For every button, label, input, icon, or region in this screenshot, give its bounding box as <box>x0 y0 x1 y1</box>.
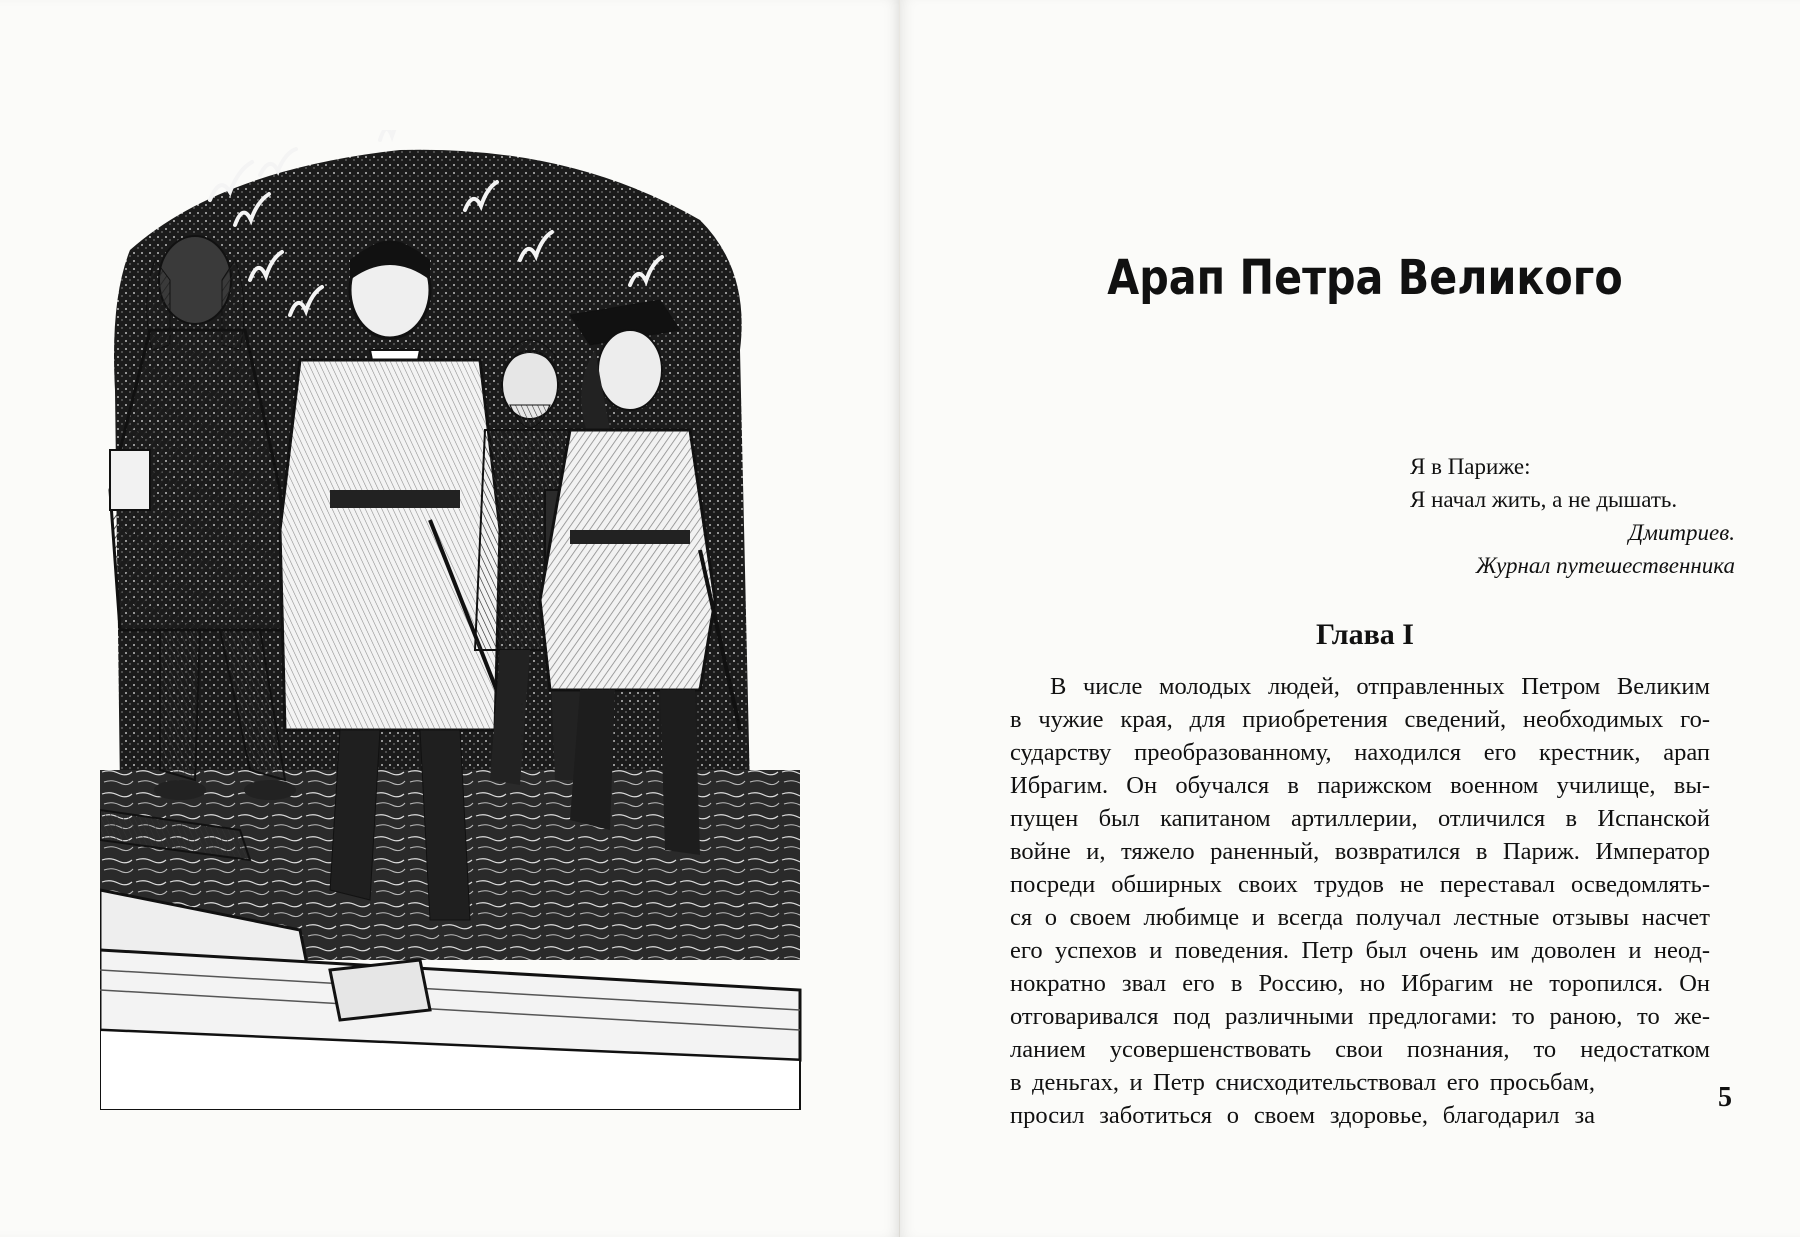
page-number: 5 <box>1718 1082 1732 1113</box>
epigraph-source: Журнал путешественника <box>1475 553 1735 578</box>
chapter-body-text <box>1010 670 1710 1132</box>
chapter-heading: Глава I <box>1316 618 1414 651</box>
epigraph-line: Я начал жить, а не дышать. <box>1410 487 1678 512</box>
text-line: просил заботиться о своем здоровье, благодарил за <box>1010 1102 1595 1129</box>
text-line: в чужие края, для приобретения сведений, необходимых го- <box>1010 706 1710 733</box>
text-line: ланием усовершенствовать свои познания, то недостатком <box>1010 1036 1710 1063</box>
text-line: ся о своем любимце и всегда получал лестные отзывы насчет <box>1010 904 1710 931</box>
text-line: Ибрагим. Он обучался в парижском военном училище, вы- <box>1010 772 1710 799</box>
story-title: Арап Петра Великого <box>1107 250 1623 306</box>
epigraph-line: Я в Париже: <box>1410 454 1531 479</box>
text-line: в деньгах, и Петр снисходительствовал его просьбам, <box>1010 1069 1595 1096</box>
text-line: сударству преобразованному, находился его крестник, арап <box>1010 739 1710 766</box>
text-line: пущен был капитаном артиллерии, отличился в Испанской <box>1010 805 1710 832</box>
epigraph-author: Дмитриев. <box>1628 520 1735 545</box>
text-line: В числе молодых людей, отправленных Петром Великим <box>1050 673 1710 700</box>
text-line: нократно звал его в Россию, но Ибрагим не торопился. Он <box>1010 970 1710 997</box>
text-line: его успехов и поведения. Петр был очень им доволен и неод- <box>1010 937 1710 964</box>
illustration-engraving <box>100 130 820 1110</box>
text-line: посреди обширных своих трудов не переставал осведомлять- <box>1010 871 1710 898</box>
text-line: отговаривался под различными предлогами: то раною, то же- <box>1010 1003 1710 1030</box>
epigraph <box>1410 450 1735 582</box>
text-line: войне и, тяжело раненный, возвратился в Париж. Император <box>1010 838 1710 865</box>
